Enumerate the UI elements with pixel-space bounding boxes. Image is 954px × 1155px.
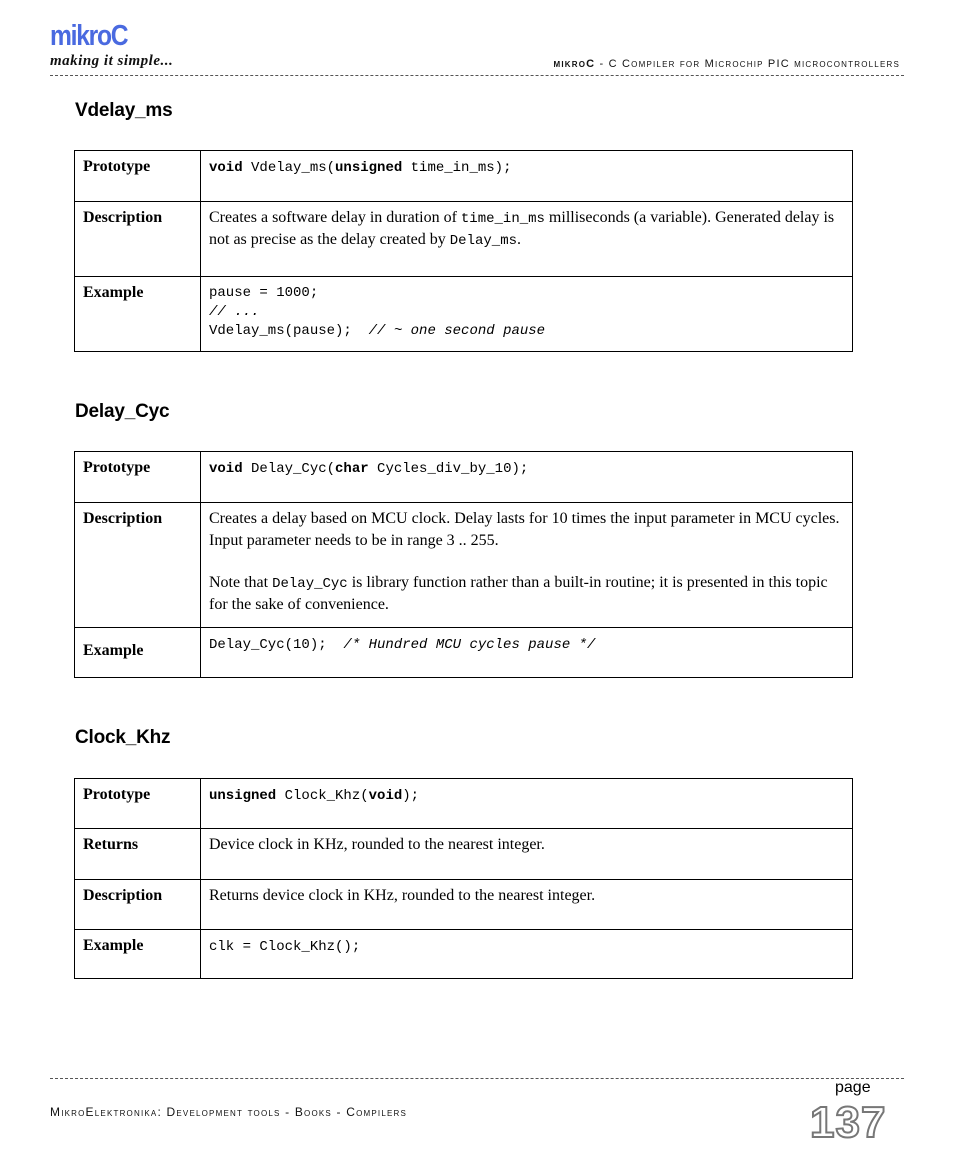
example-cell: [201, 277, 853, 352]
code-line: pause = 1000;: [209, 285, 319, 301]
prototype-cell: [201, 779, 853, 829]
description-cell: Returns device clock in KHz, rounded to the nearest integer.: [201, 880, 853, 930]
table-row: [75, 202, 853, 277]
description-text: Note that: [209, 574, 273, 591]
section-title-vdelay-ms: Vdelay_ms: [75, 100, 173, 121]
table-row: [75, 151, 853, 202]
returns-cell: Device clock in KHz, rounded to the nearest integer.: [201, 829, 853, 880]
page-label: page: [835, 1079, 871, 1096]
mikroc-logo: mikroC: [50, 20, 128, 52]
code-text: Vdelay_ms(: [242, 160, 336, 176]
row-label: Returns: [75, 829, 201, 880]
footer-text: MikroElektronika: Development tools - Books - Compilers: [50, 1105, 408, 1119]
code-keyword: void: [209, 160, 243, 176]
code-keyword: char: [335, 461, 369, 477]
code-keyword: void: [209, 461, 243, 477]
prototype-code: [209, 786, 419, 804]
description-text: Creates a software delay in duration of: [209, 209, 461, 226]
table-row: [75, 829, 853, 880]
row-label: Example: [75, 628, 201, 678]
example-cell: [201, 930, 853, 979]
footer-divider: [50, 1078, 904, 1079]
row-label: Example: [75, 930, 201, 979]
code-text: Delay_Cyc(10);: [209, 637, 344, 653]
prototype-cell: [201, 452, 853, 503]
example-code: clk = Clock_Khz();: [209, 939, 361, 955]
inline-code: Delay_ms: [449, 233, 517, 249]
code-comment: /* Hundred MCU cycles pause */: [343, 637, 596, 653]
inline-code: Delay_Cyc: [272, 576, 348, 592]
delay-cyc-table: [74, 451, 853, 678]
header-title: [553, 58, 900, 70]
row-label: Prototype: [75, 779, 201, 829]
table-row: [75, 779, 853, 829]
code-keyword: unsigned: [209, 788, 277, 804]
tagline: making it simple...: [50, 53, 174, 69]
row-label: Prototype: [75, 452, 201, 503]
row-label: Description: [75, 880, 201, 930]
code-text: Cycles_div_by_10);: [368, 461, 529, 477]
description-cell: [201, 503, 853, 628]
code-text: Delay_Cyc(: [242, 461, 336, 477]
table-row: [75, 452, 853, 503]
row-label: Description: [75, 503, 201, 628]
section-title-clock-khz: Clock_Khz: [75, 727, 171, 748]
row-label: Example: [75, 277, 201, 352]
code-comment: // ~ one second pause: [368, 323, 546, 339]
page-number: 137: [810, 1098, 887, 1147]
prototype-code: [209, 459, 528, 477]
code-text: Vdelay_ms(pause);: [209, 323, 369, 339]
code-text: );: [402, 788, 420, 804]
example-code: [209, 635, 595, 653]
description-paragraph: [209, 572, 844, 616]
description-text: is library function rather than a built-in routine; it is presented in this topic for the sake of convenience.: [209, 574, 828, 613]
prototype-cell: [201, 151, 853, 202]
section-title-delay-cyc: Delay_Cyc: [75, 401, 170, 422]
table-row: [75, 880, 853, 930]
description-paragraph: Creates a delay based on MCU clock. Delay lasts for 10 times the input parameter in MCU cycles. Input parameter needs to be in range 3 .. 255.: [209, 510, 840, 549]
code-keyword: void: [368, 788, 403, 804]
inline-code: time_in_ms: [460, 211, 545, 227]
header-title-rest: - C Compiler for Microchip PIC microcontrollers: [595, 58, 900, 70]
clock-khz-table: [74, 778, 853, 979]
header-title-brand: mikroC: [553, 58, 596, 70]
example-code: [209, 282, 844, 341]
vdelay-ms-table: [74, 150, 853, 352]
table-row: [75, 503, 853, 628]
code-line: [209, 322, 844, 341]
table-row: [75, 628, 853, 678]
table-row: [75, 277, 853, 352]
description-text: milliseconds (a variable). Generated delay is not as precise as the delay created by: [209, 209, 835, 248]
description-cell: [201, 202, 853, 277]
example-cell: [201, 628, 853, 678]
prototype-code: [209, 158, 511, 176]
row-label: Description: [75, 202, 201, 277]
code-keyword: unsigned: [335, 160, 403, 176]
code-text: time_in_ms);: [402, 160, 512, 176]
description-text: .: [517, 231, 521, 248]
table-row: [75, 930, 853, 979]
header-divider: [50, 75, 904, 76]
code-text: Clock_Khz(: [276, 788, 369, 804]
code-comment: // ...: [209, 304, 260, 320]
row-label: Prototype: [75, 151, 201, 202]
